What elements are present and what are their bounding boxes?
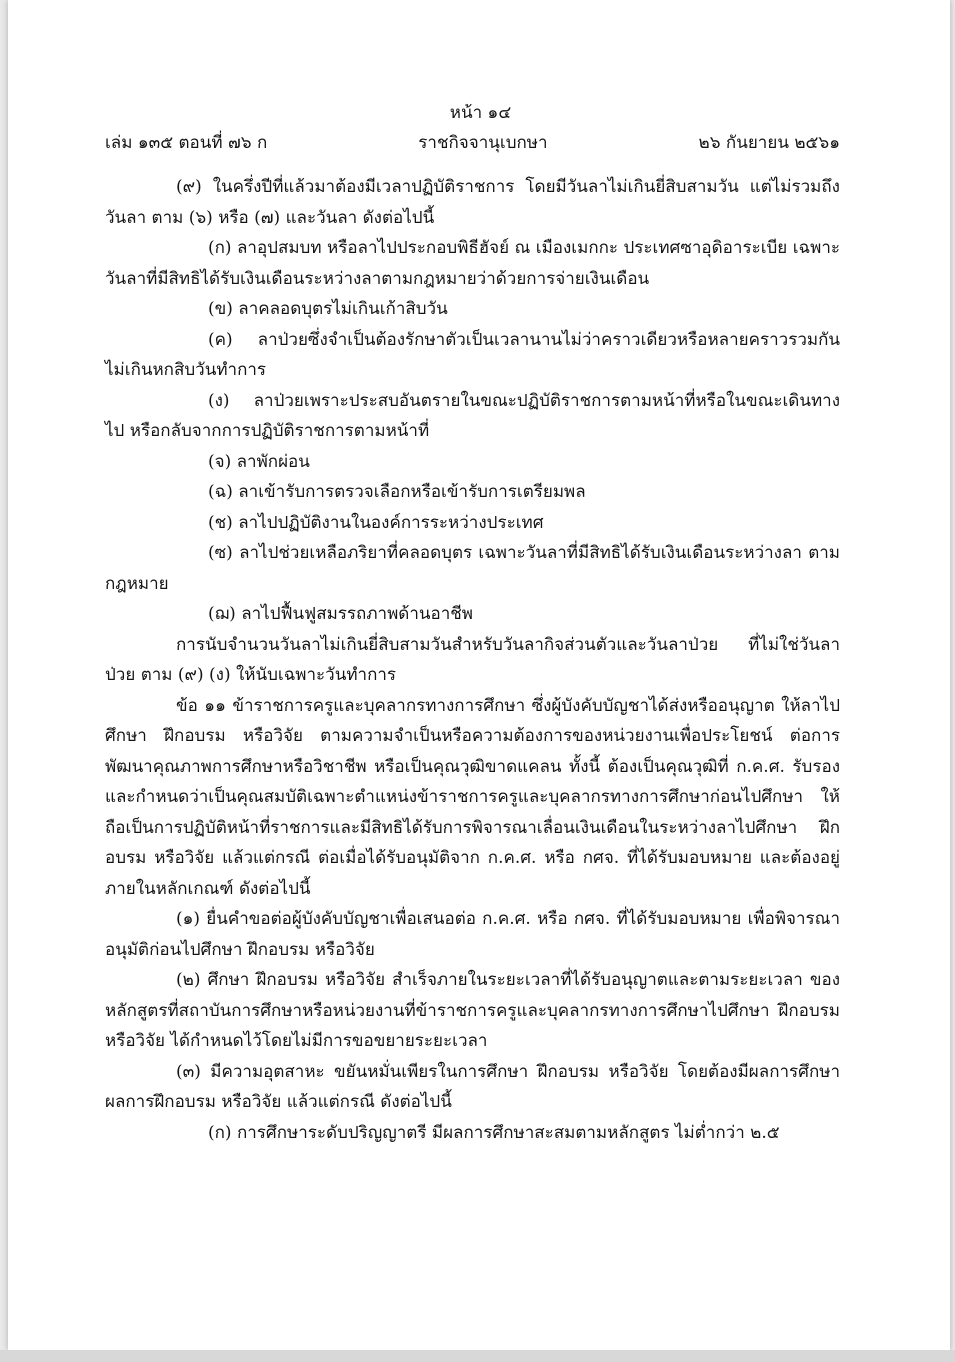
page-number: หน้า ๑๔ — [449, 103, 512, 123]
paragraph-sub-f: (ฉ) ลาเข้ารับการตรวจเลือกหรือเข้ารับการเตรียมพล — [208, 482, 586, 502]
page-header — [105, 98, 840, 158]
document-body — [105, 172, 840, 1148]
page-bottom-edge — [0, 1350, 955, 1362]
paragraph-sub-h: (ซ) ลาไปช่วยเหลือภริยาที่คลอดบุตร เฉพาะวันลาที่มีสิทธิได้รับเงินเดือนระหว่างลา ตามกฎหมาย — [105, 543, 840, 594]
header-row — [105, 128, 840, 158]
paragraph-criterion-3a: (ก) การศึกษาระดับปริญญาตรี มีผลการศึกษาสะสมตามหลักสูตร ไม่ต่ำกว่า ๒.๕ — [208, 1122, 780, 1143]
paragraph-sub-d: (ง) ลาป่วยเพราะประสบอันตรายในขณะปฏิบัติราชการตามหน้าที่หรือในขณะเดินทางไป หรือกลับจากการปฏิบัติราชการตามหน้าที่ — [105, 390, 840, 441]
paragraph-item-9: (๙) ในครึ่งปีที่แล้วมาต้องมีเวลาปฏิบัติราชการ โดยมีวันลาไม่เกินยี่สิบสามวัน แต่ไม่รวมถึงวันลา ตาม (๖) หรือ (๗) และวันลา ดังต่อไปนี้ — [105, 177, 840, 228]
paragraph-sub-e: (จ) ลาพักผ่อน — [208, 451, 310, 472]
publication-date: ๒๖ กันยายน ๒๕๖๑ — [698, 133, 840, 153]
paragraph-criterion-2: (๒) ศึกษา ฝึกอบรม หรือวิจัย สำเร็จภายในระยะเวลาที่ได้รับอนุญาตและตามระยะเวลา ของหลักสูตรที่สถาบันการศึกษาหรือหน่วยงานที่ข้าราชการครูและบุคลากรทางการศึกษาไปศึกษา ฝึกอบรม หรือวิจัย ได้กำหนดไว้โดยไม่มีการขอขยายระยะเวลา — [105, 970, 840, 1051]
paragraph-sub-b: (ข) ลาคลอดบุตรไม่เกินเก้าสิบวัน — [208, 299, 448, 319]
paragraph-leave-count: การนับจำนวนวันลาไม่เกินยี่สิบสามวันสำหรับวันลากิจส่วนตัวและวันลาป่วย ที่ไม่ใช่วันลาป่วย ตาม (๙) (ง) ให้นับเฉพาะวันทำการ — [105, 634, 840, 685]
volume-issue: เล่ม ๑๓๕ ตอนที่ ๗๖ ก — [105, 133, 268, 153]
paragraph-sub-a: (ก) ลาอุปสมบท หรือลาไปประกอบพิธีฮัจย์ ณ เมืองเมกกะ ประเทศซาอุดิอาระเบีย เฉพาะวันลาที่มีสิทธิได้รับเงินเดือนระหว่างลาตามกฎหมายว่าด้วยการจ่ายเงินเดือน — [105, 238, 840, 289]
publication-title: ราชกิจจานุเบกษา — [418, 133, 548, 153]
paragraph-sub-i: (ฌ) ลาไปฟื้นฟูสมรรถภาพด้านอาชีพ — [208, 604, 473, 624]
paragraph-criterion-3: (๓) มีความอุตสาหะ ขยันหมั่นเพียรในการศึกษา ฝึกอบรม หรือวิจัย โดยต้องมีผลการศึกษา ผลการฝึกอบรม หรือวิจัย แล้วแต่กรณี ดังต่อไปนี้ — [105, 1061, 840, 1112]
paragraph-clause-11: ข้อ ๑๑ ข้าราชการครูและบุคลากรทางการศึกษา ซึ่งผู้บังคับบัญชาได้ส่งหรืออนุญาต ให้ลาไปศึกษา ฝึกอบรม หรือวิจัย ตามความจำเป็นหรือความต้องการของหน่วยงานเพื่อประโยชน์ ต่อการพัฒนาคุณภาพการศึกษาหรือวิชาชีพ หรือเป็นคุณวุฒิขาดแคลน ทั้งนี้ ต้องเป็นคุณวุฒิที่ ก.ค.ศ. รับรองและกำหนดว่าเป็นคุณสมบัติเฉพาะตำแหน่งข้าราชการครูและบุคลากรทางการศึกษาก่อนไปศึกษา ให้ถือเป็นการปฏิบัติหน้าที่ราชการและมีสิทธิได้รับการพิจารณาเลื่อนเงินเดือนในระหว่างลาไปศึกษา ฝึกอบรม หรือวิจัย แล้วแต่กรณี ต่อเมื่อได้รับอนุมัติจาก ก.ค.ศ. หรือ กศจ. ที่ได้รับมอบหมาย และต้องอยู่ภายในหลักเกณฑ์ ดังต่อไปนี้ — [105, 695, 840, 899]
paragraph-sub-c: (ค) ลาป่วยซึ่งจำเป็นต้องรักษาตัวเป็นเวลานานไม่ว่าคราวเดียวหรือหลายคราวรวมกัน ไม่เกินหกสิบวันทำการ — [105, 329, 840, 380]
paragraph-criterion-1: (๑) ยื่นคำขอต่อผู้บังคับบัญชาเพื่อเสนอต่อ ก.ค.ศ. หรือ กศจ. ที่ได้รับมอบหมาย เพื่อพิจารณาอนุมัติก่อนไปศึกษา ฝึกอบรม หรือวิจัย — [105, 909, 840, 960]
paragraph-sub-g: (ช) ลาไปปฏิบัติงานในองค์การระหว่างประเทศ — [208, 512, 544, 533]
